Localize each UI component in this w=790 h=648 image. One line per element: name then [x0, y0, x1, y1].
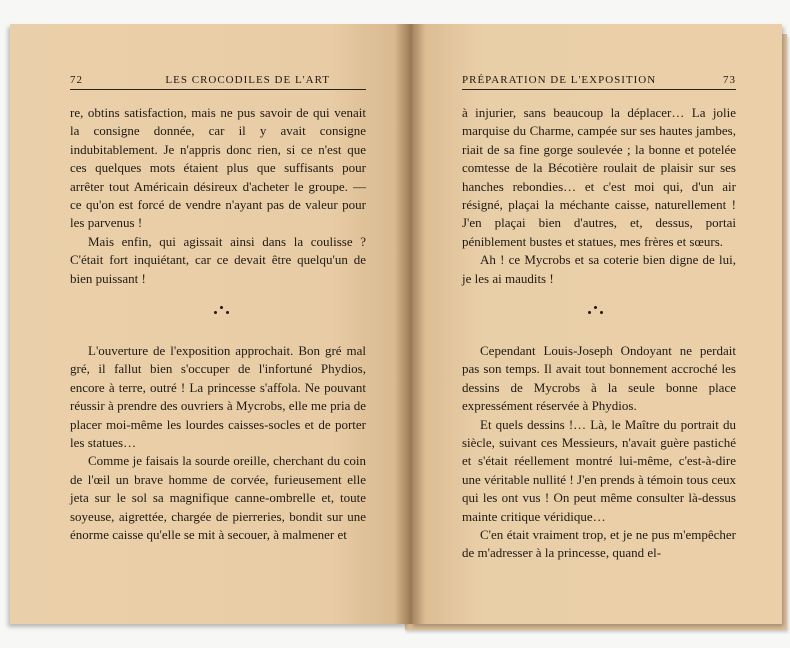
left-page — [10, 24, 410, 624]
left-text-bottom — [70, 342, 366, 544]
right-text-bottom — [462, 342, 736, 563]
paragraph: Et quels dessins !… Là, le Maître du portrait du siècle, suivant ces Messieurs, n'avait guère pastiché et s'était réellement montré lui-même, c'est-à-dire une véritable nullité ! J'en prends à témoin tous ceux qui les ont vus ! On peut même consulter là-dessus mainte critique véridique… — [462, 416, 736, 524]
right-text-top — [462, 104, 736, 288]
section-break-asterism — [588, 306, 608, 316]
left-page-header — [70, 70, 366, 90]
right-page — [410, 24, 782, 624]
paragraph: C'en était vraiment trop, et je ne pus m'empêcher de m'adresser à la princesse, quand el- — [462, 527, 736, 561]
paragraph: Ah ! ce Mycrobs et sa coterie bien digne de lui, je les ai maudits ! — [462, 252, 736, 286]
paragraph: Comme je faisais la sourde oreille, cherchant du coin de l'œil un brave homme de corvée, furieusement elle jeta sur le sol sa magnifique canne-ombrelle et, toute soyeuse, aigrettée, chargée de pierreries, bondit sur une énorme caisse qu'elle se mit à secouer, à malmener et — [70, 453, 366, 543]
paragraph: à injurier, sans beaucoup la déplacer… La jolie marquise du Charme, campée sur ses hautes jambes, riait de sa fine gorge soulevée ; la bonne et potelée comtesse de la Bécotière roulait de plaisir sur ses hanches rebondies… et c'est moi qui, d'un air résigné, plaçai la méchante caisse, naturellement ! J'en plaçai bien d'autres, et, dessus, portai péniblement bustes et statues, mes frères et sœurs. — [462, 105, 736, 249]
section-break-asterism — [214, 306, 234, 316]
paragraph: Cependant Louis-Joseph Ondoyant ne perdait pas son temps. Il avait tout bonnement accroché les dessins de Mycrobs à la seule bonne place expressément réservée à Phydios. — [462, 343, 736, 414]
open-book — [10, 24, 782, 630]
right-page-header — [462, 70, 736, 90]
paragraph: re, obtins satisfaction, mais ne pus savoir de qui venait la consigne donnée, car il y avait consigne indubitablement. Je n'appris donc rien, si ce n'est que ces quelques mots étaient plus que suffisants pour arrêter tout Américain désireux d'acheter le groupe. — ce qu'on est forcé de vendre n'ayant pas de valeur pour les parvenus ! — [70, 105, 366, 231]
paragraph: Mais enfin, qui agissait ainsi dans la coulisse ? C'était fort inquiétant, car ce devait être quelqu'un de bien puissant ! — [70, 233, 366, 286]
paragraph: L'ouverture de l'exposition approchait. Bon gré mal gré, il fallut bien s'occuper de l'infortuné Phydios, encore à terre, outré ! La princesse s'affola. Ne pouvant réussir à prendre des ouvriers à Mycrobs, elle me pria de placer moi-même les lourdes caisses-socles et de porter les statues… — [70, 343, 366, 451]
running-head: PRÉPARATION DE L'EXPOSITION — [462, 74, 657, 86]
left-text-top — [70, 104, 366, 288]
page-number: 72 — [70, 74, 83, 86]
page-number: 73 — [723, 74, 736, 86]
book-gutter — [396, 24, 426, 624]
running-head: LES CROCODILES DE L'ART — [165, 74, 330, 86]
